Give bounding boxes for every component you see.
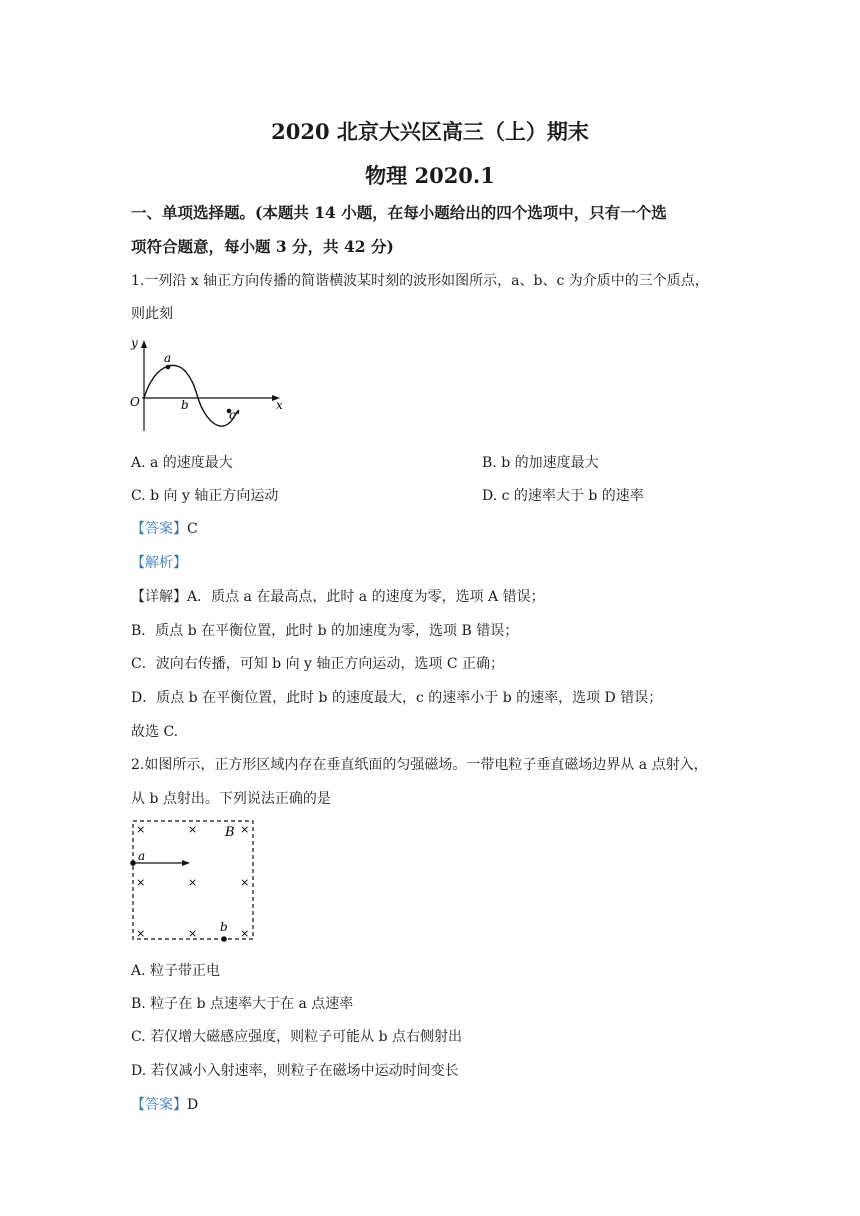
q1-detail-b: B．质点 b 在平衡位置，此时 b 的加速度为零，选项 B 错误； [131, 623, 519, 639]
cross-mark: × [240, 927, 250, 940]
section-heading-line2: 项符合题意，每小题 3 分，共 42 分) [131, 237, 394, 256]
detail-tag: 【详解】 [131, 589, 187, 605]
point-b-dot [221, 936, 227, 942]
velocity-arrow-head-icon [182, 860, 190, 866]
point-a-label: a [164, 351, 172, 365]
q2-option-d: D. 若仅减小入射速率，则粒子在磁场中运动时间变长 [131, 1063, 459, 1079]
wave-curve [144, 365, 239, 426]
q1-option-b: B. b 的加速度最大 [482, 455, 599, 471]
q1-stem-line1: 1.一列沿 x 轴正方向传播的简谐横波某时刻的波形如图所示，a、b、c 为介质中的三个质点， [131, 273, 709, 289]
detail-a-text: A．质点 a 在最高点，此时 a 的速度为零，选项 A 错误； [187, 589, 545, 605]
y-axis-label: y [131, 336, 138, 350]
point-c-label: c [229, 408, 236, 422]
cross-mark: × [188, 876, 198, 889]
answer-value: D [187, 1097, 199, 1113]
answer-tag: 【答案】 [131, 1097, 187, 1113]
y-axis-arrow-icon [141, 340, 147, 348]
cross-mark: × [240, 823, 250, 836]
point-b-label: b [181, 398, 189, 412]
q1-analysis-tag: 【解析】 [131, 555, 187, 571]
q2-stem-line1: 2.如图所示，正方形区域内存在垂直纸面的匀强磁场。一带电粒子垂直磁场边界从 a 点射入， [131, 757, 708, 773]
section-heading-line1: 一、单项选择题。(本题共 14 小题，在每小题给出的四个选项中，只有一个选 [131, 203, 667, 222]
q1-answer [131, 518, 198, 538]
q1-option-a: A. a 的速度最大 [131, 455, 233, 471]
x-axis-label: x [276, 398, 283, 412]
point-b-label: b [220, 920, 228, 934]
q2-option-b: B. 粒子在 b 点速率大于在 a 点速率 [131, 996, 354, 1012]
origin-label: O [130, 395, 140, 409]
cross-mark: × [136, 823, 146, 836]
q1-detail-c: C．波向右传播，可知 b 向 y 轴正方向运动，选项 C 正确； [131, 656, 504, 672]
cross-mark: × [136, 927, 146, 940]
cross-mark: × [240, 876, 250, 889]
point-a-dot [166, 365, 171, 370]
answer-tag: 【答案】 [131, 521, 187, 537]
point-a-label: a [138, 849, 146, 863]
cross-mark: × [188, 823, 198, 836]
q2-option-c: C. 若仅增大磁感应强度，则粒子可能从 b 点右侧射出 [131, 1029, 462, 1045]
q1-stem-line2: 则此刻 [131, 306, 173, 322]
page-title: 2020 北京大兴区高三（上）期末 [271, 119, 589, 144]
q1-option-d: D. c 的速率大于 b 的速率 [482, 488, 644, 504]
q1-detail-a [131, 586, 545, 606]
q2-stem-line2: 从 b 点射出。下列说法正确的是 [131, 791, 331, 807]
cross-mark: × [136, 876, 146, 889]
page-subtitle: 物理 2020.1 [365, 163, 495, 188]
q2-answer [131, 1094, 198, 1114]
magnetic-field-figure [128, 816, 260, 946]
wave-figure [128, 336, 288, 436]
q1-option-c: C. b 向 y 轴正方向运动 [131, 488, 279, 504]
q2-option-a: A. 粒子带正电 [131, 963, 221, 979]
cross-mark: × [188, 927, 198, 940]
q1-conclusion: 故选 C. [131, 724, 179, 740]
field-label: B [225, 825, 235, 840]
q1-detail-d: D．质点 b 在平衡位置，此时 b 的速度最大，c 的速率小于 b 的速率，选项 D 错误； [131, 690, 663, 706]
answer-value: C [187, 521, 198, 537]
